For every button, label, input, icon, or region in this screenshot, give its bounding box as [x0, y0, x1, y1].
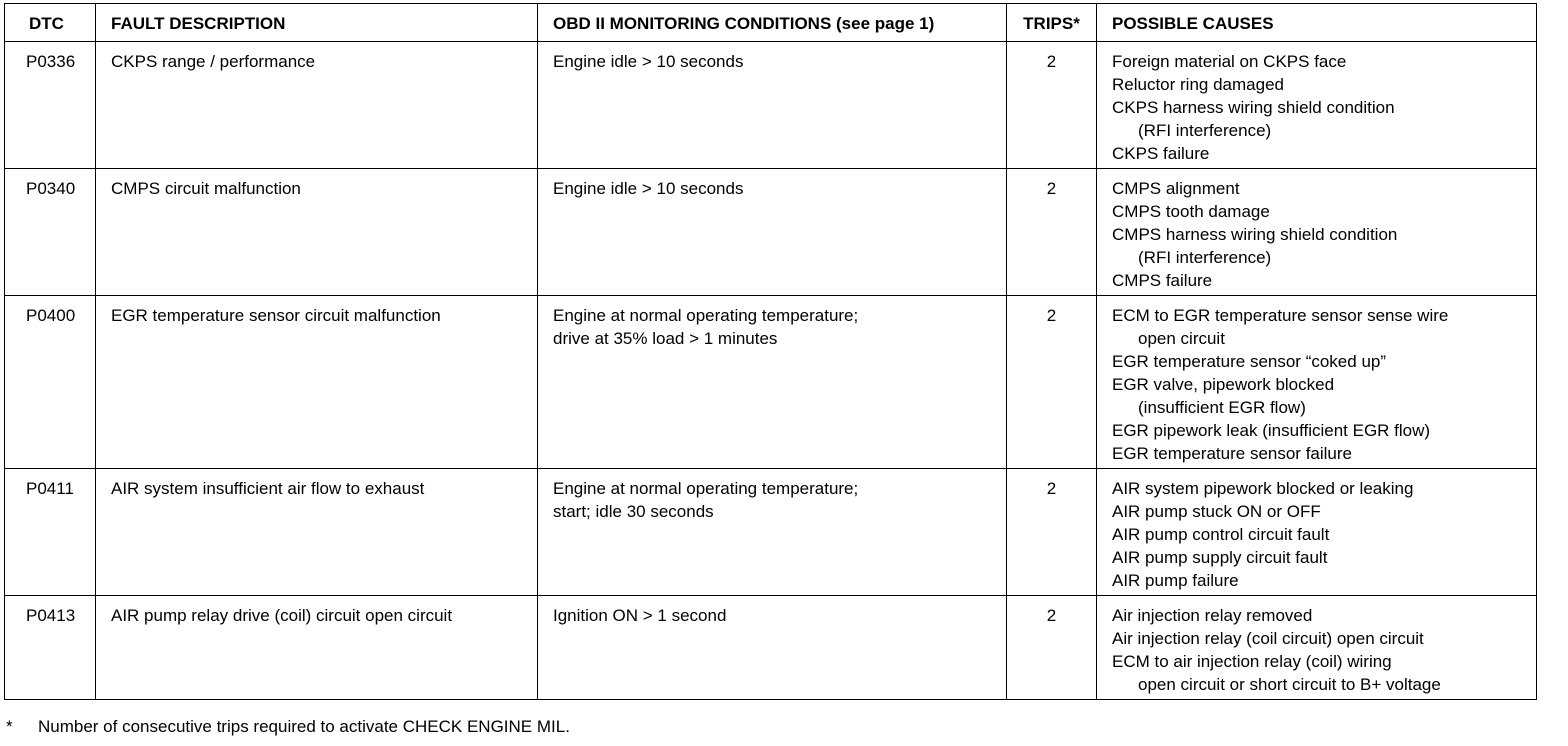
cause-item [1112, 96, 1536, 142]
cause-text: CKPS failure [1112, 144, 1210, 163]
cause-item [1112, 177, 1536, 200]
cause-item [1112, 142, 1536, 165]
cause-text: AIR system pipework blocked or leaking [1112, 479, 1414, 498]
trips-count: 2 [1007, 42, 1097, 169]
dtc-code: P0413 [5, 596, 96, 700]
cause-item [1112, 523, 1536, 546]
table-row [5, 469, 1537, 596]
monitoring-conditions [538, 296, 1007, 469]
cause-text: AIR pump control circuit fault [1112, 525, 1330, 544]
condition-line: Engine idle > 10 seconds [553, 179, 744, 198]
cause-item [1112, 500, 1536, 523]
cause-item [1112, 223, 1536, 269]
monitoring-conditions [538, 469, 1007, 596]
trips-count: 2 [1007, 169, 1097, 296]
header-fault-description: FAULT DESCRIPTION [96, 4, 538, 42]
dtc-table [4, 3, 1537, 700]
cause-item [1112, 50, 1536, 73]
dtc-code: P0411 [5, 469, 96, 596]
cause-text: Air injection relay removed [1112, 606, 1313, 625]
cause-text: CMPS harness wiring shield condition [1112, 225, 1398, 244]
cause-item [1112, 200, 1536, 223]
monitoring-conditions [538, 596, 1007, 700]
condition-line: drive at 35% load > 1 minutes [553, 329, 778, 348]
cause-text: EGR temperature sensor failure [1112, 444, 1352, 463]
dtc-code: P0340 [5, 169, 96, 296]
cause-continuation: open circuit [1138, 329, 1225, 348]
cause-continuation: open circuit or short circuit to B+ voltage [1138, 675, 1441, 694]
condition-line: Ignition ON > 1 second [553, 606, 727, 625]
condition-line: Engine at normal operating temperature; [553, 479, 859, 498]
cause-text: ECM to EGR temperature sensor sense wire [1112, 306, 1449, 325]
monitoring-conditions [538, 42, 1007, 169]
cause-text: AIR pump stuck ON or OFF [1112, 502, 1321, 521]
cause-text: ECM to air injection relay (coil) wiring [1112, 652, 1392, 671]
footnote-mark: * [6, 717, 13, 736]
cause-text: AIR pump supply circuit fault [1112, 548, 1328, 567]
table-row [5, 169, 1537, 296]
cause-continuation: (RFI interference) [1138, 121, 1272, 140]
cause-text: EGR temperature sensor “coked up” [1112, 352, 1387, 371]
cause-item [1112, 442, 1536, 465]
cause-text: CMPS failure [1112, 271, 1213, 290]
cause-text: Foreign material on CKPS face [1112, 52, 1347, 71]
trips-count: 2 [1007, 469, 1097, 596]
header-trips: TRIPS* [1007, 4, 1097, 42]
footnote-text: Number of consecutive trips required to activate CHECK ENGINE MIL. [38, 717, 570, 736]
possible-causes [1097, 469, 1537, 596]
cause-text: CMPS tooth damage [1112, 202, 1270, 221]
dtc-code: P0400 [5, 296, 96, 469]
cause-item [1112, 419, 1536, 442]
cause-text: AIR pump failure [1112, 571, 1239, 590]
trips-count: 2 [1007, 296, 1097, 469]
fault-description: EGR temperature sensor circuit malfunction [96, 296, 538, 469]
header-dtc: DTC [5, 4, 96, 42]
fault-description: CMPS circuit malfunction [96, 169, 538, 296]
cause-text: Air injection relay (coil circuit) open circuit [1112, 629, 1424, 648]
cause-item [1112, 650, 1536, 696]
condition-line: start; idle 30 seconds [553, 502, 714, 521]
cause-item [1112, 73, 1536, 96]
cause-item [1112, 304, 1536, 350]
condition-line: Engine at normal operating temperature; [553, 306, 859, 325]
trips-count: 2 [1007, 596, 1097, 700]
possible-causes [1097, 169, 1537, 296]
condition-line: Engine idle > 10 seconds [553, 52, 744, 71]
cause-item [1112, 477, 1536, 500]
monitoring-conditions [538, 169, 1007, 296]
header-row [5, 4, 1537, 42]
header-monitoring-conditions: OBD II MONITORING CONDITIONS (see page 1) [538, 4, 1007, 42]
cause-item [1112, 546, 1536, 569]
possible-causes [1097, 42, 1537, 169]
cause-item [1112, 604, 1536, 627]
fault-description: AIR pump relay drive (coil) circuit open circuit [96, 596, 538, 700]
cause-text: CKPS harness wiring shield condition [1112, 98, 1395, 117]
cause-item [1112, 350, 1536, 373]
possible-causes [1097, 596, 1537, 700]
fault-description: AIR system insufficient air flow to exhaust [96, 469, 538, 596]
footnote [6, 716, 570, 738]
possible-causes [1097, 296, 1537, 469]
cause-text: Reluctor ring damaged [1112, 75, 1284, 94]
table-row [5, 296, 1537, 469]
cause-item [1112, 269, 1536, 292]
cause-text: EGR valve, pipework blocked [1112, 375, 1335, 394]
cause-item [1112, 373, 1536, 419]
table-row [5, 42, 1537, 169]
cause-text: EGR pipework leak (insufficient EGR flow) [1112, 421, 1431, 440]
fault-description: CKPS range / performance [96, 42, 538, 169]
cause-continuation: (RFI interference) [1138, 248, 1272, 267]
cause-item [1112, 569, 1536, 592]
header-possible-causes: POSSIBLE CAUSES [1097, 4, 1537, 42]
dtc-code: P0336 [5, 42, 96, 169]
cause-item [1112, 627, 1536, 650]
table-body [5, 42, 1537, 700]
table-row [5, 596, 1537, 700]
cause-continuation: (insufficient EGR flow) [1138, 398, 1306, 417]
cause-text: CMPS alignment [1112, 179, 1240, 198]
